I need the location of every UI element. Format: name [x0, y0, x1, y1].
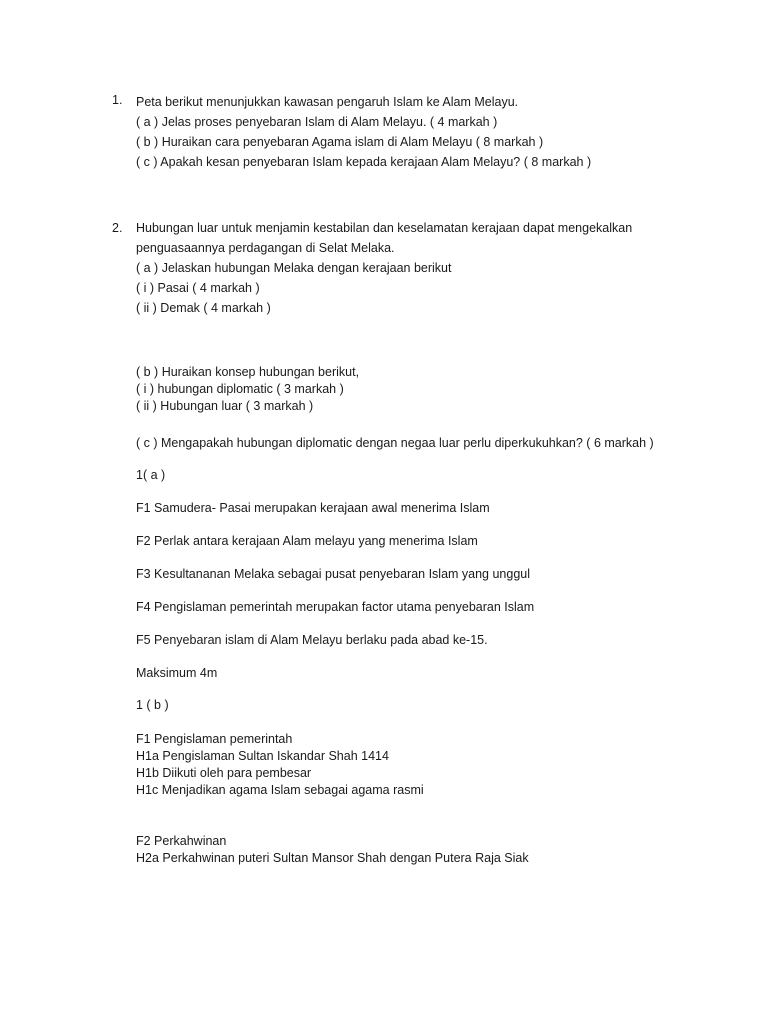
- question-1-number: 1.: [112, 93, 123, 107]
- question-2c: ( c ) Mengapakah hubungan diplomatic dengan negaa luar perlu diperkukuhkan? ( 6 markah ): [136, 436, 654, 450]
- answer-1b-f1-block: [136, 731, 424, 799]
- question-2-number: 2.: [112, 221, 123, 235]
- answer-1a-point-f4: F4 Pengislaman pemerintah merupakan factor utama penyebaran Islam: [136, 600, 535, 614]
- question-2-block: [136, 218, 632, 318]
- answer-1b-f2-block: [136, 833, 529, 867]
- question-2-stem-line-2: penguasaannya perdagangan di Selat Melaka.: [136, 241, 395, 255]
- answer-1b-h1c: H1c Menjadikan agama Islam sebagai agama rasmi: [136, 783, 424, 797]
- question-1b: ( b ) Huraikan cara penyebaran Agama islam di Alam Melayu ( 8 markah ): [136, 135, 544, 149]
- answer-1b-h1a: H1a Pengislaman Sultan Iskandar Shah 1414: [136, 749, 389, 763]
- question-1c: ( c ) Apakah kesan penyebaran Islam kepada kerajaan Alam Melayu? ( 8 markah ): [136, 155, 592, 169]
- question-2a: ( a ) Jelaskan hubungan Melaka dengan kerajaan berikut: [136, 261, 452, 275]
- question-2a-i: ( i ) Pasai ( 4 markah ): [136, 281, 260, 295]
- answer-1b-f1: F1 Pengislaman pemerintah: [136, 732, 293, 746]
- question-1-stem: Peta berikut menunjukkan kawasan pengaruh Islam ke Alam Melayu.: [136, 95, 519, 109]
- answer-1b-heading: 1 ( b ): [136, 698, 169, 712]
- answer-1a-point-f5: F5 Penyebaran islam di Alam Melayu berlaku pada abad ke-15.: [136, 633, 488, 647]
- question-1-block: [136, 92, 591, 172]
- answer-1a-heading: 1( a ): [136, 468, 166, 482]
- question-2b-i: ( i ) hubungan diplomatic ( 3 markah ): [136, 382, 344, 396]
- answer-1a-point-f3: F3 Kesultananan Melaka sebagai pusat penyebaran Islam yang unggul: [136, 567, 531, 581]
- answer-1a-point-f2: F2 Perlak antara kerajaan Alam melayu yang menerima Islam: [136, 534, 478, 548]
- question-2b-block: [136, 364, 359, 415]
- answer-1a-maximum: Maksimum 4m: [136, 666, 218, 680]
- answer-1a-point-f1: F1 Samudera- Pasai merupakan kerajaan awal menerima Islam: [136, 501, 490, 515]
- question-1a: ( a ) Jelas proses penyebaran Islam di Alam Melayu. ( 4 markah ): [136, 115, 498, 129]
- answer-1b-h1b: H1b Diikuti oleh para pembesar: [136, 766, 312, 780]
- answer-1b-h2a: H2a Perkahwinan puteri Sultan Mansor Shah dengan Putera Raja Siak: [136, 851, 529, 865]
- question-2a-ii: ( ii ) Demak ( 4 markah ): [136, 301, 271, 315]
- question-2b: ( b ) Huraikan konsep hubungan berikut,: [136, 365, 360, 379]
- question-2b-ii: ( ii ) Hubungan luar ( 3 markah ): [136, 399, 314, 413]
- question-2-stem-line-1: Hubungan luar untuk menjamin kestabilan dan keselamatan kerajaan dapat mengekalkan: [136, 221, 633, 235]
- answer-1b-f2: F2 Perkahwinan: [136, 834, 227, 848]
